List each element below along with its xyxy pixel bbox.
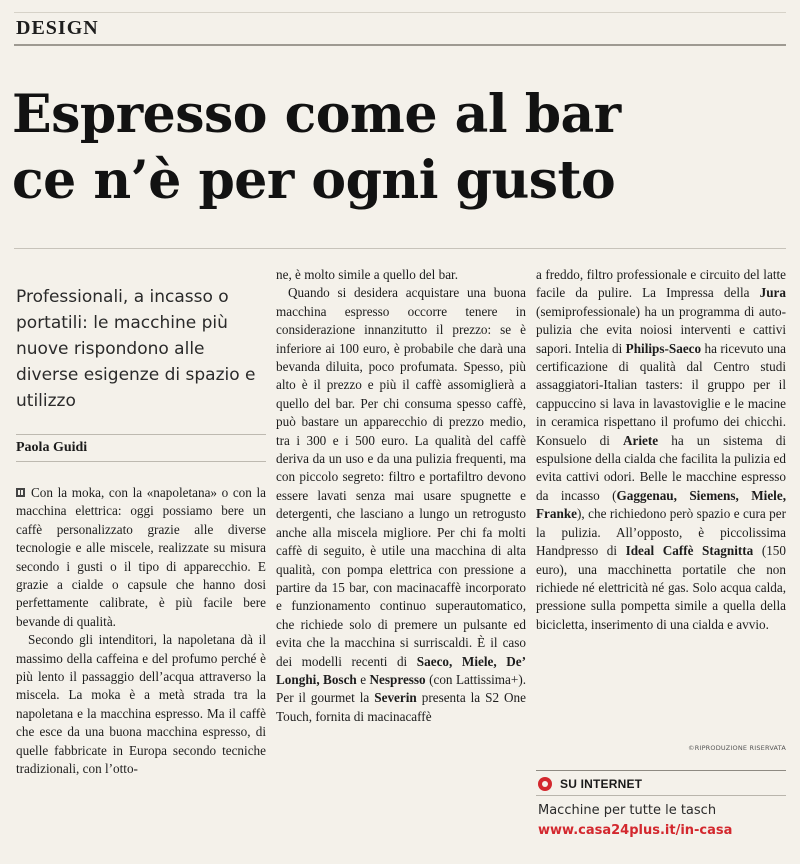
brand-severin: Severin bbox=[374, 690, 417, 706]
section-label: DESIGN bbox=[16, 17, 99, 39]
text-column-3 bbox=[536, 266, 786, 634]
paragraph: Quando si desidera acquistare una buona macchina espresso occorre tenere in considerazione innanzitutto il prezzo: se è inferiore ai 100 euro, è probabile che darà una bevanda diluita, poco profumata. Spesso, più alto è il prezzo e più il caffè assomiglierà a quello del bar. Per chi consuma spesso caffè, può bastare un apparecchio di prezzo medio, tra i 300 e i 500 euro. La qualità del caffè deriva da un uso e da una pulizia frequenti, ma con piccolo segreto: filtro e portafiltro devono essere lavati senza mai usare spugnette e detergenti, che lasciano a lungo un retrogusto anche alla miscela migliore. Per chi fa molti caffè di seguito, è utile una macchina di alta qualità, con pompa elettrica con pressione a partire da 15 bar, con macinacaffè incorporato e funzionamento continuo superautomatico, che richiede solo di premere un pulsante ed evita che la macchina si surriscaldi. È il caso dei modelli recenti di Saeco, Miele, De’ Longhi, Bosch e Nespresso (con Lattissima+). Per il gourmet la Severin presenta la S2 One Touch, fornita di macinacaffè bbox=[276, 285, 527, 724]
internet-box-description: Macchine per tutte le tasch bbox=[538, 803, 717, 818]
headline-line-1: Espresso come al bar bbox=[12, 84, 621, 145]
brand-ideal-caffe: Ideal Caffè Stagnitta bbox=[625, 543, 754, 559]
brand-jura: Jura bbox=[759, 285, 786, 301]
internet-box-divider bbox=[536, 795, 786, 796]
brand-names: Saeco, Miele, De’ Longhi, Bosch bbox=[276, 653, 526, 687]
paragraph bbox=[16, 484, 266, 631]
text-column-2 bbox=[276, 266, 526, 726]
headline-divider bbox=[14, 248, 786, 249]
globe-icon bbox=[538, 777, 552, 791]
paragraph: ne, è molto simile a quello del bar. bbox=[276, 267, 459, 282]
brand-philips-saeco: Philips-Saeco bbox=[625, 340, 702, 356]
internet-box bbox=[536, 770, 786, 848]
author-name: Paola Guidi bbox=[16, 440, 88, 455]
section-header bbox=[14, 12, 786, 46]
article-deck: Professionali, a incasso o portatili: le macchine più nuove rispondono alle diverse esigenze di spazio e utilizzo bbox=[16, 287, 256, 411]
paragraph-marker-icon bbox=[16, 488, 25, 497]
internet-link[interactable]: www.casa24plus.it/in-casa bbox=[538, 823, 733, 838]
text-column-1 bbox=[16, 484, 266, 779]
headline-line-2: ce n’è per ogni gusto bbox=[12, 150, 616, 211]
internet-box-title: SU INTERNET bbox=[560, 777, 643, 791]
copyright-note: ©RIPRODUZIONE RISERVATA bbox=[688, 744, 786, 752]
paragraph-text: Con la moka, con la «napoletana» o con la macchina elettrica: oggi possiamo bere un caffè personalizzato grazie alle diverse tecnologie e alle miscele, realizzate su misura secondo i gusti o il tipo di apparecchio. E grazie a cialde o capsule che hanno dosi perfettamente calibrate, è più facile bere bevande di qualità. bbox=[16, 485, 266, 629]
article-headline bbox=[12, 82, 792, 214]
internet-box-header bbox=[536, 777, 786, 793]
brand-nespresso: Nespresso bbox=[369, 671, 426, 687]
paragraph: Secondo gli intenditori, la napoletana dà il massimo della caffeina e del profumo perché è più lento il passaggio dell’acqua attraverso la miscela. La moka è a metà strada tra la napoletana e la macchina espresso. Ma il caffè che esce da una buona macchina espresso, di quelle fabbricate in Europa secondo tecniche tradizionali, con l’otto- bbox=[16, 632, 266, 777]
brand-incasso: Gaggenau, Siemens, Miele, Franke bbox=[536, 487, 786, 522]
brand-ariete: Ariete bbox=[623, 432, 659, 448]
byline bbox=[16, 434, 266, 462]
paragraph: a freddo, filtro professionale e circuito del latte facile da pulire. La Impressa della Jura (semiprofessionale) ha un programma di auto-pulizia che evita noiosi interventi e cattivi sapori. Intelia di Philips-Saeco ha ricevuto una certificazione di qualità dal Centro studi assaggiatori-Italian tasters: il gruppo per il cappuccino si lava in lavastoviglie e le macine in ceramica rispettano il profumo dei chicchi. Konsuelo di Ariete ha un sistema di espulsione della cialda che facilita la pulizia ed evita cattivi odori. Belle le macchine espresso da incasso (Gaggenau, Siemens, Miele, Franke), che richiedono però spazio e cura per la pulizia. All’opposto, è piccolissima Handpresso di Ideal Caffè Stagnitta (150 euro), una macchinetta portatile che non richiede né elettricità né gas. Solo acqua calda, pressione sulla pompetta simile a quella della bicicletta, inserimento di una cialda e avvio. bbox=[536, 267, 787, 632]
